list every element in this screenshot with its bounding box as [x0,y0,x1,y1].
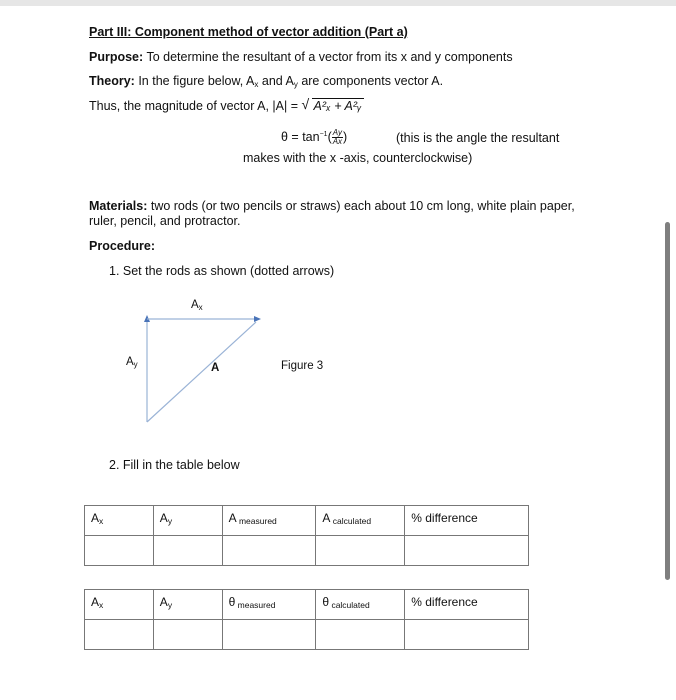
a-resultant-line [147,322,256,422]
theory-text-2: and A [258,74,294,88]
angle-note-2: makes with the x -axis, counterclockwise) [243,151,473,165]
scrollbar[interactable] [665,222,670,580]
label-a: A [211,362,220,374]
label-ax: $A_x$ [191,299,203,312]
purpose-text: To determine the resultant of a vector from its x and y components [146,50,513,64]
table-angle [84,589,529,650]
header-cell: $A_x$ [85,506,154,536]
theory-label: Theory: [89,74,135,88]
angle-fraction [332,129,343,146]
header-cell: A $_{calculated}$ [316,506,405,536]
purpose-line [89,49,513,65]
input-cell[interactable] [222,620,316,650]
header-cell: $A_x$ [85,590,154,620]
header-cell: % difference [405,506,529,536]
section-title [89,24,408,40]
table-header-row [85,590,529,620]
materials-text-1: two rods (or two pencils or straws) each about 10 cm long, white plain paper, [150,199,575,213]
table-row [85,620,529,650]
procedure-step-1: 1. Set the rods as shown (dotted arrows) [109,264,335,278]
figure-caption: Figure 3 [281,360,324,372]
angle-formula: $\theta = \tan^{-1}$( $\frac{Ay}{Ax}$ ) [281,128,348,147]
input-cell[interactable] [153,536,222,566]
input-cell[interactable] [85,536,154,566]
header-cell: $A_y$ [153,506,222,536]
magnitude-prefix: Thus, the magnitude of vector A, |A| = [89,99,302,113]
theory-x-sub: x [254,80,259,89]
theory-y-sub: y [293,80,298,89]
header-cell: θ $_{calculated}$ [316,590,405,620]
materials-label: Materials: [89,199,148,213]
theory-line [89,73,443,93]
table-magnitude [84,505,529,566]
section-title-text: Part III: Component method of vector addition (Part a) [89,25,408,39]
fraction-denominator: Ax [332,137,343,147]
theory-text-1: In the figure below, A [138,74,255,88]
input-cell[interactable] [316,536,405,566]
input-cell[interactable] [316,620,405,650]
input-cell[interactable] [222,536,316,566]
theory-text-3: are components vector A. [297,74,444,88]
input-cell[interactable] [85,620,154,650]
vector-figure [130,305,270,427]
procedure-label: Procedure: [89,239,155,253]
sqrt-radicand: A²ₓ + A²ᵧ [313,99,362,113]
header-cell: % difference [405,590,529,620]
angle-note: (this is the angle the resultant [396,131,560,145]
table-row [85,536,529,566]
input-cell[interactable] [405,536,529,566]
angle-exponent: −1 [319,131,328,138]
materials-line-1 [89,198,575,214]
magnitude-line [89,98,364,114]
header-cell: $A_y$ [153,590,222,620]
fraction-numerator: Ay [332,128,342,138]
materials-line-2: ruler, pencil, and protractor. [89,214,241,228]
ax-arrowhead [254,316,261,322]
input-cell[interactable] [405,620,529,650]
sqrt-expression [302,98,364,114]
procedure-step-2: 2. Fill in the table below [109,458,240,472]
label-ay: $A_y$ [126,356,138,369]
angle-lhs: θ = tan [281,130,320,145]
header-cell: A $_{measured}$ [222,506,316,536]
header-cell: θ $_{measured}$ [222,590,316,620]
input-cell[interactable] [153,620,222,650]
page-top-border [0,0,676,6]
purpose-label: Purpose: [89,50,144,64]
table-header-row [85,506,529,536]
